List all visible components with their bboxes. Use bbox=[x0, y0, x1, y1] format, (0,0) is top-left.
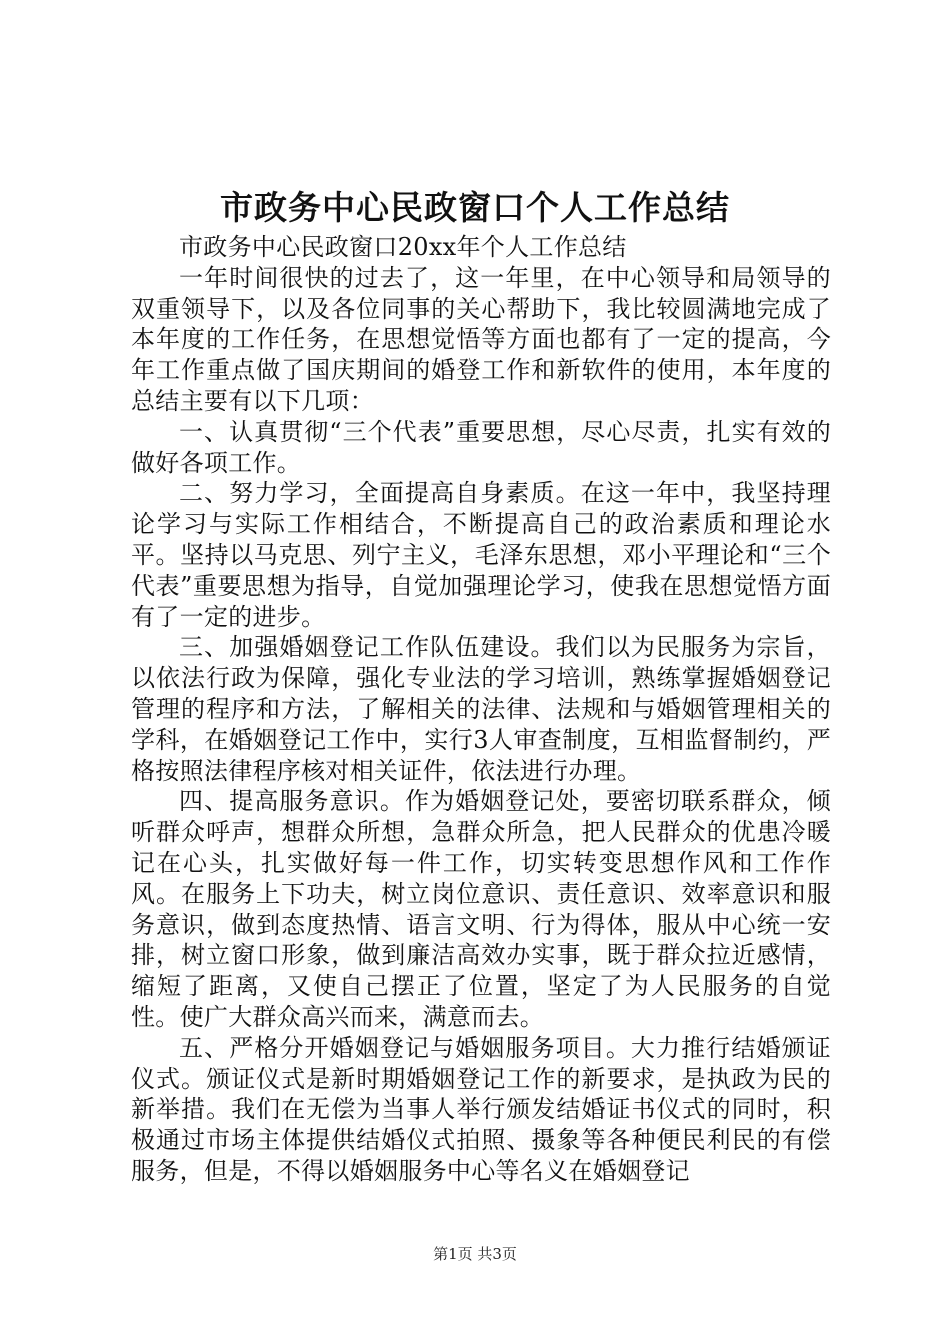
document-title: 市政务中心民政窗口个人工作总结 bbox=[220, 188, 730, 227]
paragraph-section-4: 四、提高服务意识。作为婚姻登记处，要密切联系群众，倾听群众呼声，想群众所想，急群众所急，把人民群众的优患冷暖记在心头，扎实做好每一件工作，切实转变思想作风和工作作风。在服务上下功夫，树立岗位意识、责任意识、效率意识和服务意识，做到态度热情、语言文明、行为得体，服从中心统一安排，树立窗口形象，做到廉洁高效办实事，既于群众拉近感情，缩短了距离，又使自己摆正了位置，坚定了为人民服务的自觉性。使广大群众高兴而来，满意而去。 bbox=[131, 787, 831, 1031]
paragraph-section-3: 三、加强婚姻登记工作队伍建设。我们以为民服务为宗旨，以依法行政为保障，强化专业法的学习培训，熟练掌握婚姻登记管理的程序和方法，了解相关的法律、法规和与婚姻管理相关的学科，在婚姻登记工作中，实行3人审查制度，互相监督制约，严格按照法律程序核对相关证件，依法进行办理。 bbox=[131, 633, 831, 785]
document-body bbox=[131, 232, 831, 1187]
page-number-footer: 第1页 共3页 bbox=[433, 1245, 517, 1263]
paragraph-subtitle: 市政务中心民政窗口20xx年个人工作总结 bbox=[179, 233, 627, 261]
paragraph-section-2: 二、努力学习，全面提高自身素质。在这一年中，我坚持理论学习与实际工作相结合，不断提高自己的政治素质和理论水平。坚持以马克思、列宁主义，毛泽东思想，邓小平理论和“三个代表”重要思想为指导，自觉加强理论学习，使我在思想觉悟方面有了一定的进步。 bbox=[131, 479, 831, 631]
paragraph-intro: 一年时间很快的过去了，这一年里，在中心领导和局领导的双重领导下，以及各位同事的关心帮助下，我比较圆满地完成了本年度的工作任务，在思想觉悟等方面也都有了一定的提高，今年工作重点做了国庆期间的婚登工作和新软件的使用，本年度的总结主要有以下几项： bbox=[131, 263, 831, 415]
paragraph-section-5: 五、严格分开婚姻登记与婚姻服务项目。大力推行结婚颁证仪式。颁证仪式是新时期婚姻登记工作的新要求，是执政为民的新举措。我们在无偿为当事人举行颁发结婚证书仪式的同时，积极通过市场主体提供结婚仪式拍照、摄象等各种便民利民的有偿服务，但是，不得以婚姻服务中心等名义在婚姻登记 bbox=[131, 1033, 831, 1185]
paragraph-section-1: 一、认真贯彻“三个代表”重要思想，尽心尽责，扎实有效的做好各项工作。 bbox=[131, 417, 831, 477]
